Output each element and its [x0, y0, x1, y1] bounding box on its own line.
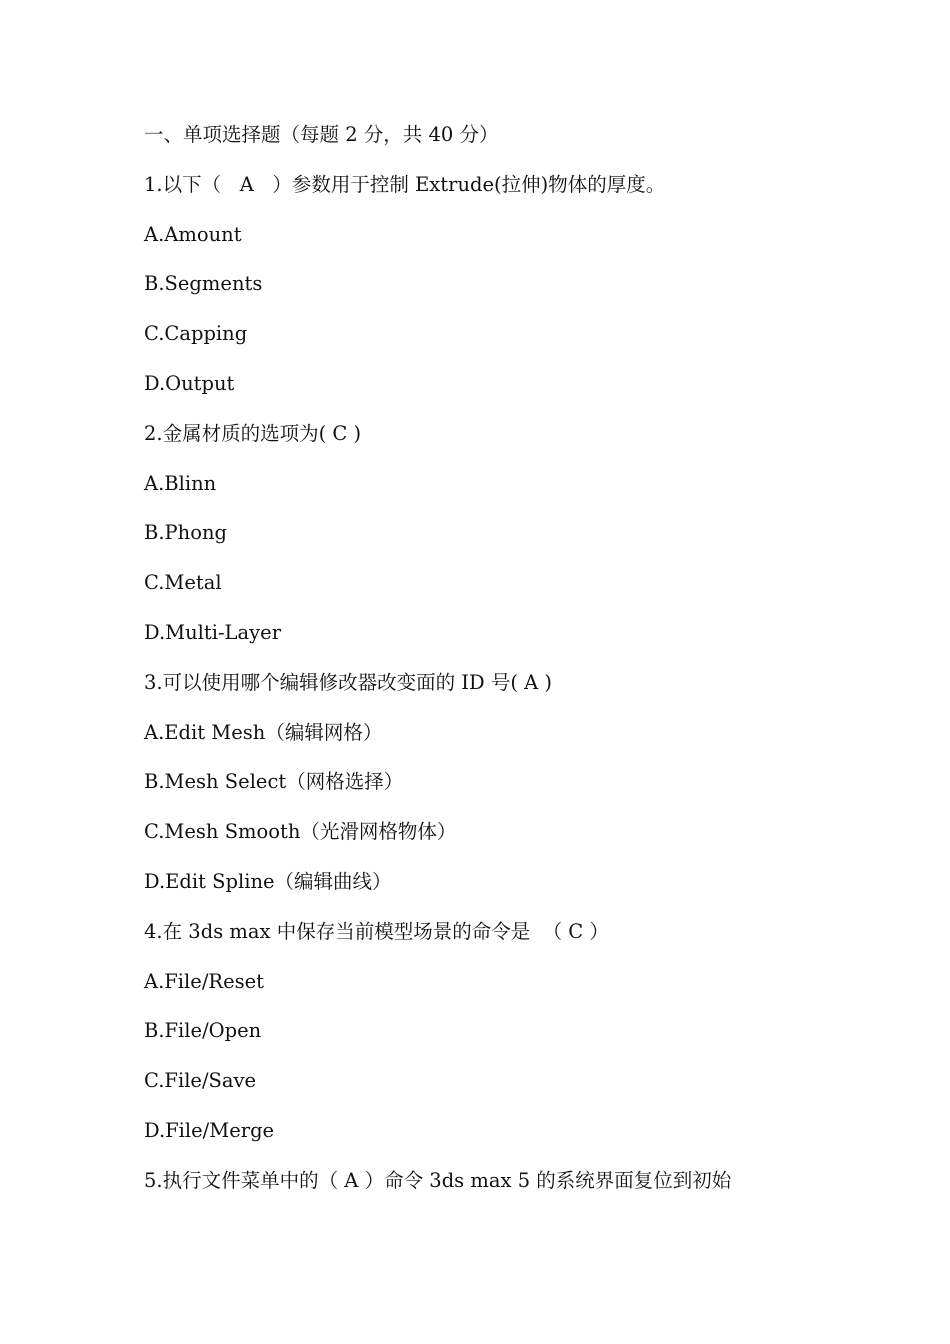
question-option: C.Metal [144, 571, 222, 595]
question-option: B.Segments [144, 272, 263, 296]
question-option: D.Edit Spline（编辑曲线） [144, 869, 392, 893]
question-option: C.File/Save [144, 1069, 257, 1093]
question-option: C.Mesh Smooth（光滑网格物体） [144, 820, 457, 844]
question-option: D.Multi-Layer [144, 620, 282, 644]
question-stem: 4.在 3ds max 中保存当前模型场景的命令是 （ C ） [144, 919, 609, 943]
question-option: D.File/Merge [144, 1118, 275, 1142]
question-option: B.Mesh Select（网格选择） [144, 770, 404, 794]
question-option: A.Blinn [144, 471, 217, 495]
question-option: A.Edit Mesh（编辑网格） [144, 720, 383, 744]
question-option: A.Amount [144, 222, 242, 246]
question-stem: 2.金属材质的选项为( C ) [144, 421, 362, 445]
question-stem: 1.以下（ A ）参数用于控制 Extrude(拉伸)物体的厚度。 [144, 172, 666, 196]
document-body [144, 120, 864, 1216]
section-title: 一、单项选择题（每题 2 分，共 40 分） [144, 123, 499, 146]
question-option: B.File/Open [144, 1019, 262, 1043]
question-option: A.File/Reset [144, 969, 264, 993]
question-option: B.Phong [144, 521, 227, 545]
question-stem: 5.执行文件菜单中的（ A ）命令 3ds max 5 的系统界面复位到初始 [144, 1168, 732, 1192]
question-option: D.Output [144, 371, 235, 395]
question-stem: 3.可以使用哪个编辑修改器改变面的 ID 号( A ) [144, 670, 553, 694]
question-option: C.Capping [144, 322, 248, 346]
